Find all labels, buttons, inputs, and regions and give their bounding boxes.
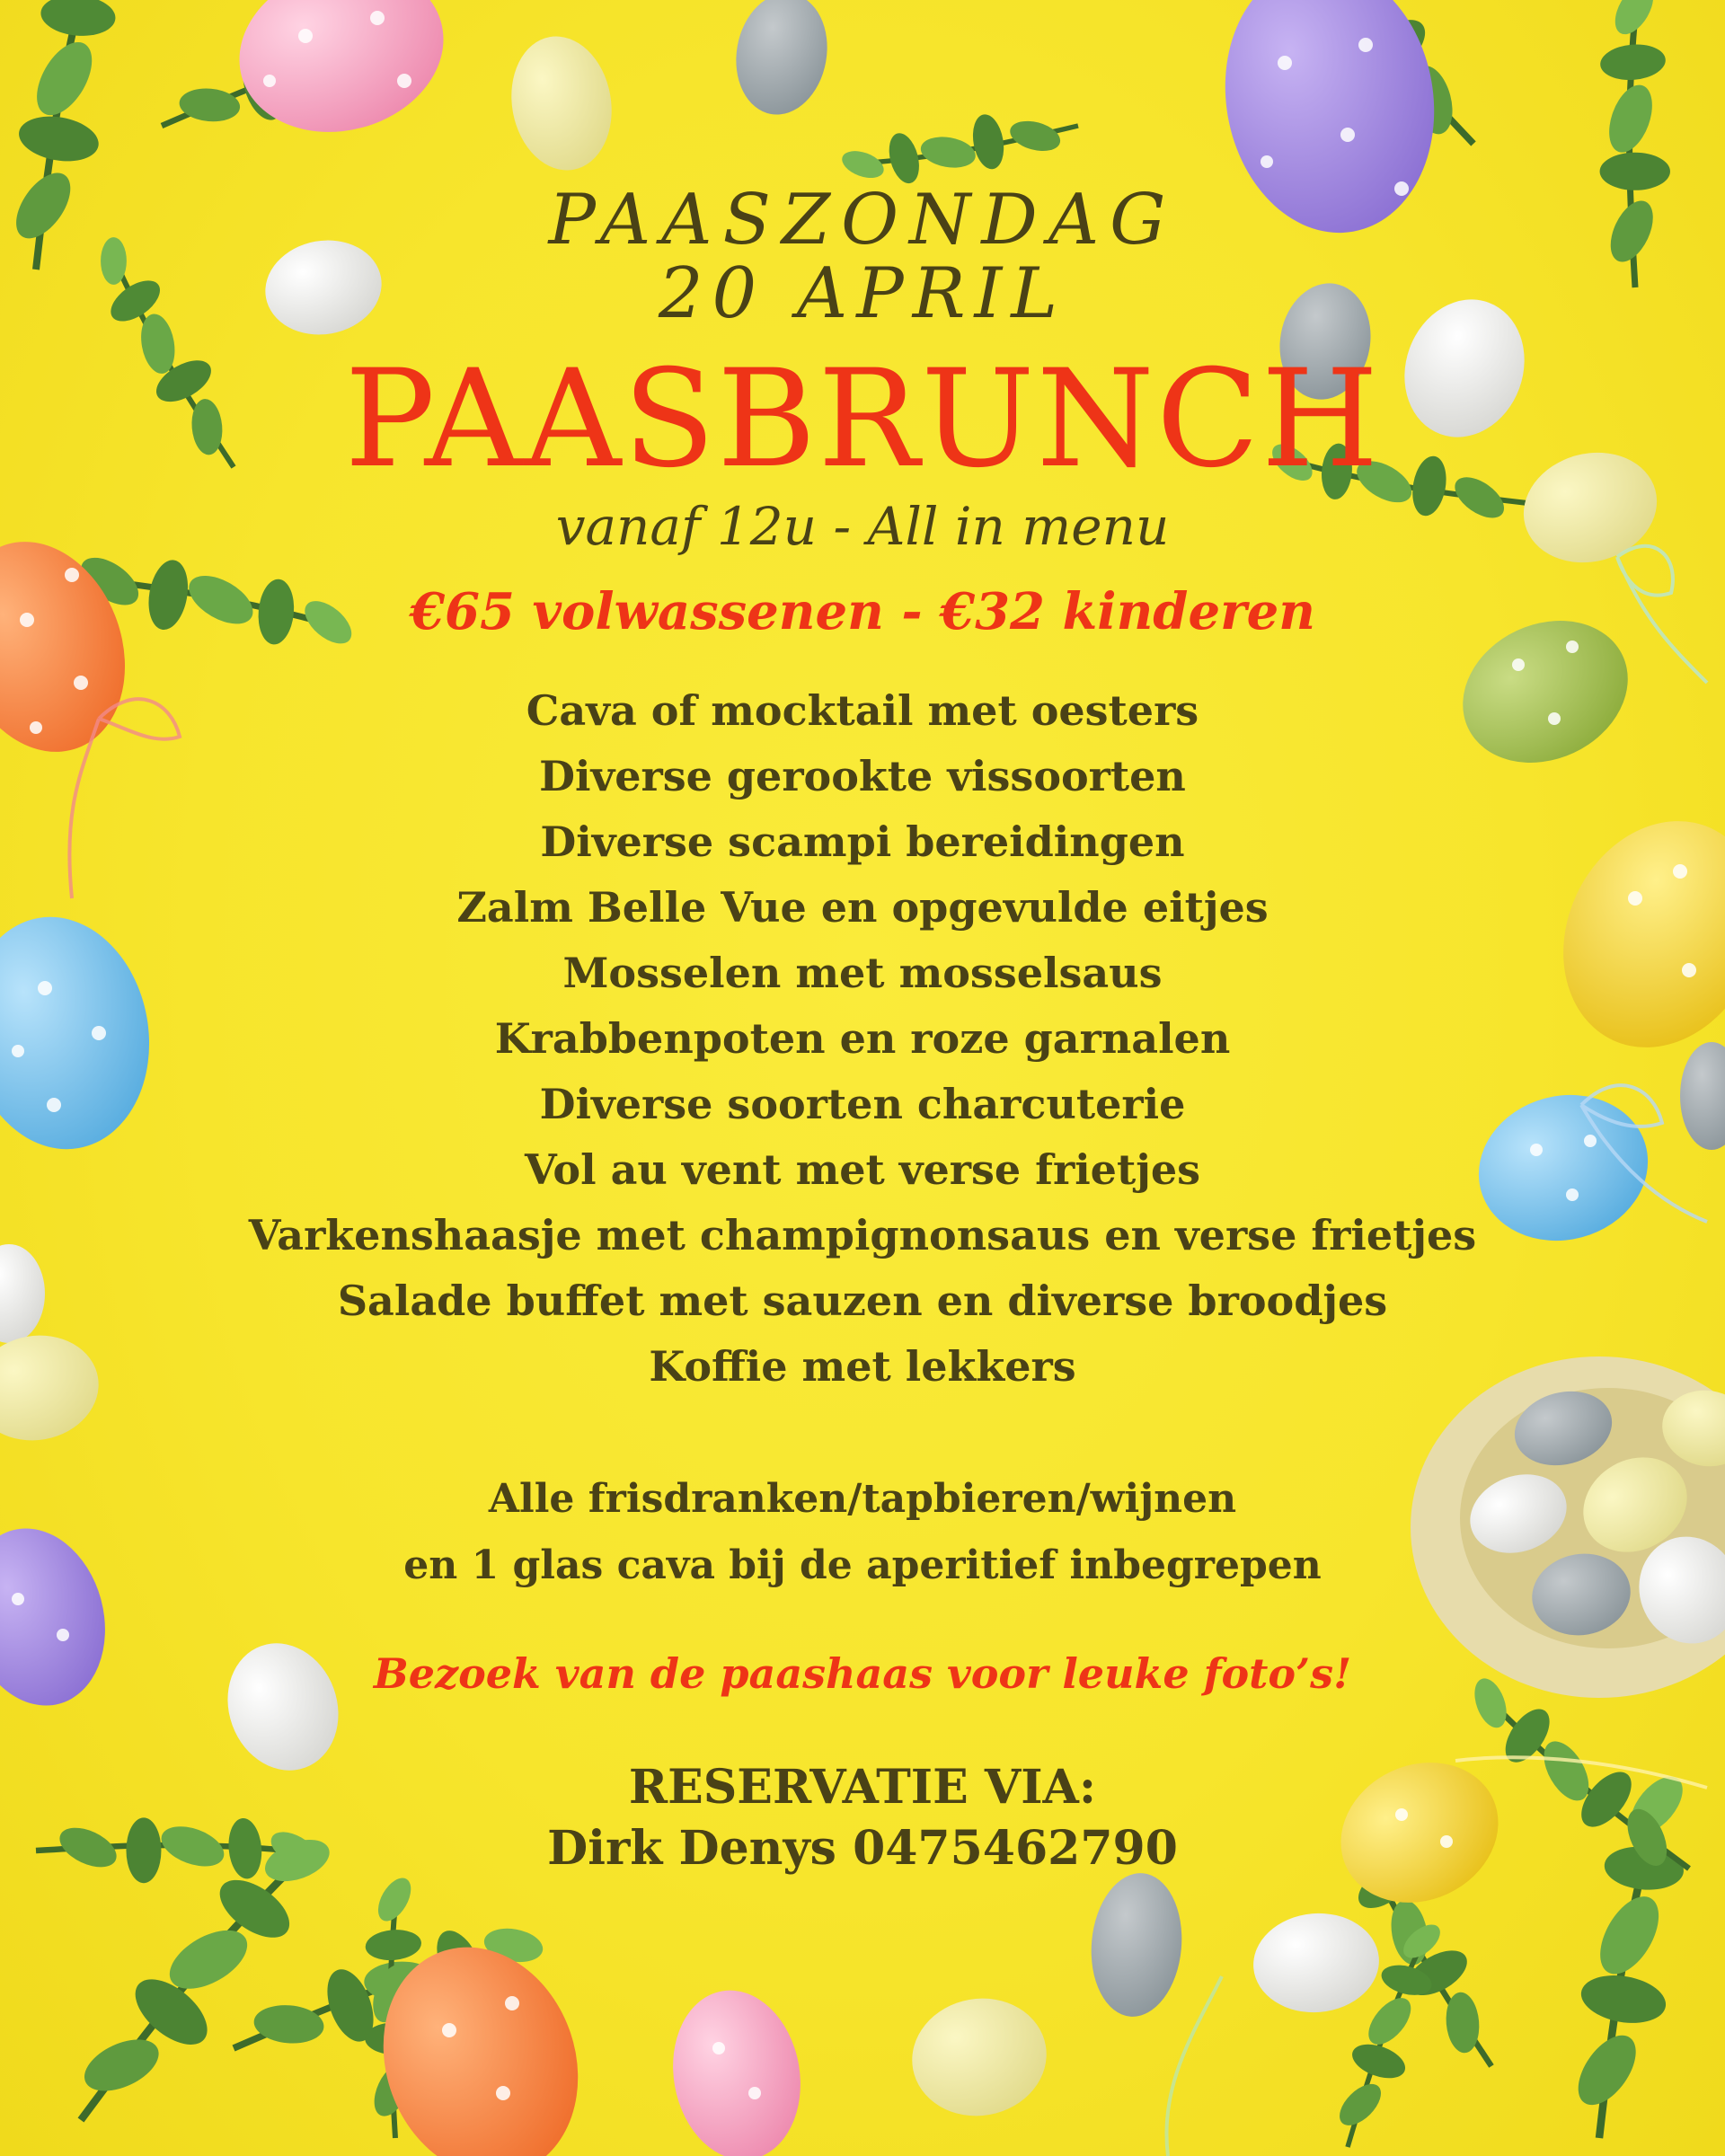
menu-item: Mosselen met mosselsaus <box>562 949 1163 997</box>
drinks-info <box>0 1466 1725 1599</box>
drinks-line: Alle frisdranken/tapbieren/wijnen <box>488 1476 1237 1522</box>
menu-item: Krabbenpoten en roze garnalen <box>494 1014 1231 1063</box>
event-date: 20 APRIL <box>658 253 1067 334</box>
event-subtitle: vanaf 12u - All in menu <box>555 496 1170 557</box>
event-day: PAASZONDAG <box>548 180 1177 261</box>
menu-item: Varkenshaasje met champignonsaus en verse frietjes <box>248 1211 1477 1259</box>
menu-item: Diverse gerookte vissoorten <box>539 752 1186 800</box>
drinks-line: en 1 glas cava bij de aperitief inbegrepen <box>403 1542 1322 1588</box>
menu-item: Vol au vent met verse frietjes <box>524 1145 1201 1194</box>
menu-item: Cava of mocktail met oesters <box>526 686 1199 735</box>
reservation-label: RESERVATIE VIA: <box>628 1760 1097 1815</box>
easter-bunny-note: Bezoek van de paashaas voor leuke foto’s! <box>373 1649 1352 1698</box>
page-title: PAASBRUNCH <box>344 341 1381 498</box>
menu-item: Diverse scampi bereidingen <box>540 817 1185 866</box>
reservation-info <box>0 1757 1725 1879</box>
menu-list <box>0 678 1725 1400</box>
menu-item: Salade buffet met sauzen en diverse broodjes <box>337 1277 1388 1325</box>
menu-item: Koffie met lekkers <box>649 1342 1076 1391</box>
menu-item: Zalm Belle Vue en opgevulde eitjes <box>456 883 1269 932</box>
price-line: €65 volwassenen - €32 kinderen <box>410 582 1315 641</box>
menu-item: Diverse soorten charcuterie <box>539 1080 1186 1128</box>
reservation-contact: Dirk Denys 0475462790 <box>547 1821 1178 1876</box>
